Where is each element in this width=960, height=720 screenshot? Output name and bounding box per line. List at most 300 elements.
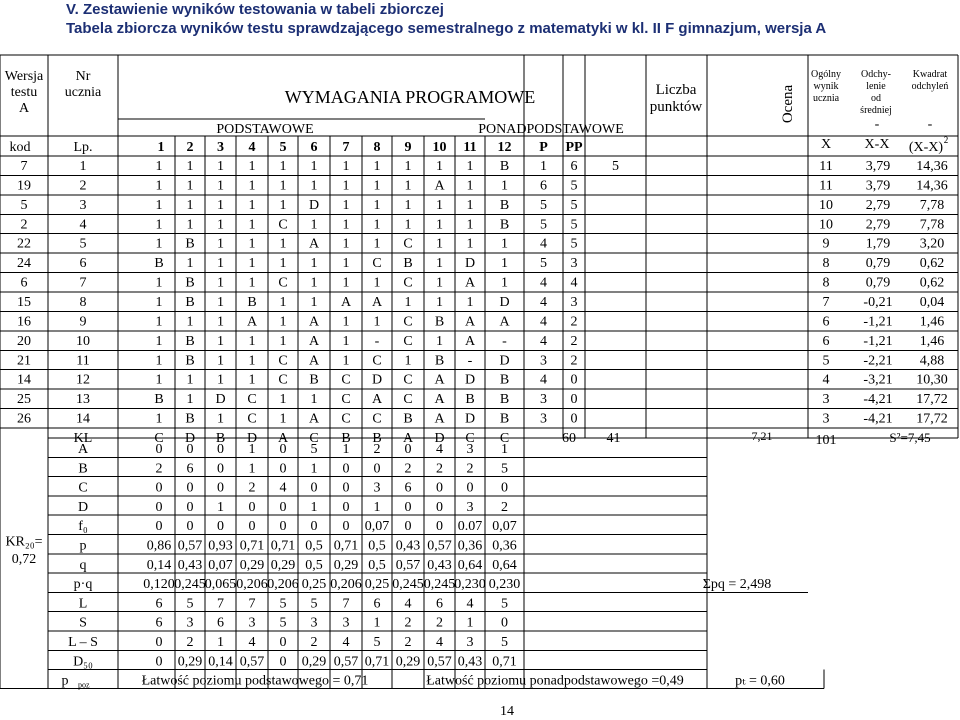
- stat-value: 5: [186, 596, 194, 612]
- task-answer: 1: [217, 159, 224, 174]
- stat-value: 0,93: [208, 538, 233, 554]
- stat-value: 0.07: [457, 519, 483, 535]
- total-score: 6: [822, 333, 830, 349]
- points-basic: 4: [540, 275, 547, 291]
- task-answer: 1: [248, 217, 256, 233]
- task-answer: 1: [501, 178, 508, 194]
- task-answer: B: [185, 295, 195, 311]
- task-answer: 1: [342, 236, 350, 252]
- stat-value: 0,07: [492, 519, 517, 535]
- stat-value: 0,206: [330, 577, 362, 593]
- stat-value: 6: [436, 596, 443, 612]
- points-basic: 3: [540, 411, 547, 427]
- answer-key: D: [246, 431, 258, 447]
- squared-deviation: 14,36: [916, 178, 948, 194]
- task-answer: 1: [310, 159, 318, 174]
- task-answer: B: [185, 353, 195, 369]
- answer-key: C: [465, 431, 475, 447]
- task-answer: C: [278, 217, 288, 233]
- points-advanced: 6: [570, 159, 578, 174]
- squared-deviation: 0,62: [919, 256, 945, 272]
- stat-value: 0,43: [395, 538, 421, 554]
- header-odchylenie: Odchy-: [861, 69, 891, 80]
- task-answer: C: [247, 411, 257, 427]
- stat-value: 0,5: [305, 557, 323, 573]
- task-answer: 1: [248, 197, 256, 213]
- task-answer: 1: [342, 275, 350, 291]
- answer-key: B: [372, 431, 382, 447]
- stat-value: 5: [501, 635, 508, 650]
- answer-key: C: [309, 431, 319, 447]
- task-answer: 1: [404, 197, 412, 213]
- stat-value: 0: [186, 499, 194, 515]
- total-score: 3: [822, 392, 830, 408]
- task-answer: C: [341, 392, 351, 408]
- stat-value: 0: [155, 480, 163, 496]
- task-answer: 1: [501, 236, 508, 252]
- stat-value: 1: [217, 499, 224, 515]
- stat-value: 2: [310, 635, 318, 650]
- deviation: 3,79: [865, 178, 891, 194]
- stat-value: 0: [186, 480, 194, 496]
- task-answer: B: [154, 256, 164, 272]
- header-nr-ucznia: ucznia: [64, 85, 102, 100]
- total-score: 11: [819, 159, 833, 174]
- task-answer: 1: [186, 256, 194, 272]
- task-answer: 1: [373, 178, 381, 194]
- task-answer: 1: [155, 236, 163, 252]
- task-answer: 1: [466, 159, 474, 174]
- stat-value: 4: [436, 442, 443, 457]
- student-number: 7: [79, 275, 87, 291]
- student-code: 22: [17, 236, 31, 252]
- answer-key: C: [499, 431, 510, 447]
- task-number-10: 10: [432, 140, 447, 155]
- stat-value: 6: [155, 615, 163, 631]
- header-x-minus-x: X-X: [864, 137, 890, 152]
- student-code: 19: [17, 178, 31, 194]
- advanced-level-ease: Łatwość poziomu ponadpodstawowego =0,49: [426, 673, 684, 689]
- student-code: 14: [17, 372, 31, 388]
- student-code: 24: [17, 256, 31, 272]
- stat-value: 7: [342, 596, 350, 612]
- stat-value: 0,57: [333, 654, 359, 670]
- stat-value: 7: [217, 596, 224, 612]
- task-answer: 1: [466, 295, 474, 311]
- task-number-12: 12: [497, 140, 512, 155]
- student-code: 15: [17, 295, 31, 311]
- task-answer: 1: [342, 333, 350, 349]
- answer-key: A: [402, 431, 414, 447]
- stat-value: 7: [248, 596, 256, 612]
- stat-value: 0: [404, 442, 412, 457]
- stat-value: 5: [373, 635, 381, 650]
- total-score: 5: [822, 353, 830, 369]
- stat-value: 0,07: [364, 519, 390, 535]
- stat-label: C: [78, 480, 88, 496]
- student-code: 25: [17, 392, 31, 408]
- task-answer: C: [403, 236, 413, 252]
- points-advanced: 2: [570, 333, 578, 349]
- task-number-6: 6: [310, 140, 318, 155]
- task-answer: C: [341, 372, 351, 388]
- stat-value: 0,36: [492, 538, 517, 554]
- deviation: -3,21: [863, 372, 893, 388]
- stat-value: 0: [436, 499, 443, 515]
- task-answer: 1: [436, 236, 443, 252]
- deviation: 0,79: [865, 275, 891, 291]
- task-answer: B: [499, 159, 510, 174]
- header-liczba-punktow: punktów: [649, 99, 703, 115]
- stat-value: 2: [436, 615, 443, 631]
- student-number: 5: [79, 236, 87, 252]
- student-code: 5: [20, 197, 28, 213]
- stat-label: p: [79, 538, 87, 554]
- task-answer: 1: [186, 217, 194, 233]
- task-answer: 1: [436, 275, 443, 291]
- task-answer: 1: [342, 159, 350, 174]
- stat-value: 0: [217, 519, 224, 535]
- points-basic: 4: [540, 372, 547, 388]
- stat-value: 6: [217, 615, 224, 631]
- task-answer: -: [374, 333, 380, 349]
- stat-label: D: [77, 499, 89, 515]
- student-number: 12: [76, 372, 90, 388]
- stat-value: 0,71: [492, 654, 517, 670]
- stat-value: 0,71: [239, 538, 265, 554]
- total-score: 8: [822, 275, 830, 291]
- task-answer: 1: [279, 256, 287, 272]
- stat-value: 3: [466, 635, 474, 650]
- task-answer: 1: [155, 372, 163, 388]
- task-answer: 1: [404, 295, 412, 311]
- stat-value: 0: [342, 461, 350, 477]
- header-odchylenie: średniej: [860, 105, 892, 116]
- stat-value: 0,64: [492, 557, 517, 573]
- student-number: 14: [76, 411, 90, 427]
- task-answer: 1: [373, 159, 381, 174]
- task-answer: 1: [186, 178, 194, 194]
- task-answer: 1: [436, 217, 443, 233]
- task-answer: C: [372, 411, 382, 427]
- stat-value: 0: [217, 442, 224, 457]
- task-answer: 1: [155, 178, 163, 194]
- header-ocena: Ocena: [780, 84, 796, 124]
- grade: 5: [612, 159, 619, 174]
- task-number-5: 5: [279, 140, 287, 155]
- stat-value: 2: [373, 442, 381, 457]
- task-answer: A: [499, 314, 510, 330]
- stat-value: 0,5: [368, 557, 386, 573]
- task-answer: D: [464, 411, 476, 427]
- task-answer: B: [309, 372, 319, 388]
- task-answer: 1: [217, 295, 224, 311]
- stat-value: 1: [501, 442, 508, 457]
- task-answer: 1: [248, 353, 256, 369]
- task-number-4: 4: [248, 140, 256, 155]
- stat-label: D₅₀: [73, 654, 93, 670]
- total-score: 11: [819, 178, 833, 194]
- student-code: 16: [17, 314, 31, 330]
- stat-value: 0: [501, 615, 508, 631]
- task-answer: 1: [217, 178, 224, 194]
- task-answer: D: [308, 197, 320, 213]
- task-answer: B: [403, 411, 413, 427]
- total-score: 8: [822, 256, 830, 272]
- task-number-11: 11: [463, 140, 477, 155]
- student-number: 11: [76, 353, 90, 369]
- task-answer: 1: [279, 295, 287, 311]
- deviation: 3,79: [865, 159, 891, 174]
- stat-value: 0,57: [177, 538, 203, 554]
- header-ogolny-wynik: ucznia: [812, 93, 840, 104]
- deviation: 0,79: [865, 256, 891, 272]
- task-answer: 1: [155, 197, 163, 213]
- task-answer: 1: [310, 256, 318, 272]
- task-answer: 1: [279, 236, 287, 252]
- key-label: KL: [73, 431, 93, 447]
- stat-value: 4: [466, 596, 474, 612]
- task-answer: C: [278, 275, 288, 291]
- squared-deviation: 7,78: [919, 197, 945, 213]
- stat-value: 1: [373, 615, 381, 631]
- stat-value: 0: [155, 442, 163, 457]
- points-advanced: 2: [570, 314, 578, 330]
- stat-value: 0,245: [392, 577, 424, 593]
- stat-value: 0: [279, 635, 287, 650]
- points-basic: 3: [540, 353, 547, 369]
- stat-value: 0: [279, 499, 287, 515]
- task-answer: A: [371, 392, 383, 408]
- stat-value: 0: [342, 519, 350, 535]
- task-answer: 1: [466, 197, 474, 213]
- stat-value: 0,25: [364, 577, 390, 593]
- stat-value: 0: [279, 519, 287, 535]
- key-mean: 7,21: [751, 429, 773, 444]
- header-x: X: [820, 137, 832, 152]
- stat-value: 0,14: [208, 654, 233, 670]
- stat-value: 4: [404, 596, 412, 612]
- header-dash: -: [927, 117, 933, 132]
- points-basic: 6: [540, 178, 547, 194]
- task-answer: A: [434, 372, 445, 388]
- stat-value: 0: [436, 519, 443, 535]
- student-number: 1: [79, 159, 87, 174]
- points-basic: 1: [540, 159, 547, 174]
- answer-key: D: [184, 431, 196, 447]
- stat-value: 0,29: [301, 654, 327, 670]
- stat-value: 0: [279, 442, 287, 457]
- task-answer: C: [278, 353, 288, 369]
- task-answer: 1: [155, 295, 163, 311]
- header-ogolny-wynik: wynik: [813, 81, 839, 92]
- task-answer: 1: [248, 372, 256, 388]
- stat-value: 0,5: [305, 538, 323, 554]
- stat-value: 0,43: [457, 654, 483, 670]
- key-total: 101: [815, 433, 837, 449]
- stat-value: 0,245: [423, 577, 456, 593]
- stat-value: 0,36: [457, 538, 483, 554]
- p-poz-label: p: [61, 673, 69, 689]
- task-answer: 1: [279, 178, 287, 194]
- header-odchylenie: od: [871, 93, 881, 104]
- squared-deviation: 3,20: [919, 236, 945, 252]
- header-squared-exponent: 2: [943, 135, 949, 145]
- stat-label: B: [78, 461, 88, 477]
- task-answer: 1: [342, 256, 350, 272]
- points-advanced: 5: [570, 197, 578, 213]
- task-answer: 1: [248, 159, 256, 174]
- task-number-1: 1: [157, 140, 165, 155]
- deviation: 1,79: [865, 236, 891, 252]
- stat-value: 0,29: [395, 654, 421, 670]
- stat-value: 5: [279, 596, 287, 612]
- task-answer: B: [499, 217, 510, 233]
- task-answer: 1: [436, 197, 443, 213]
- squared-deviation: 0,62: [919, 275, 945, 291]
- task-answer: 1: [466, 178, 474, 194]
- task-answer: 1: [436, 333, 443, 349]
- task-answer: B: [185, 333, 195, 349]
- basic-level-ease: Łatwość poziomu podstawowego = 0,71: [141, 673, 369, 689]
- stat-value: 1: [466, 615, 474, 631]
- task-answer: 1: [436, 159, 443, 174]
- page-subtitle: Tabela zbiorcza wyników testu sprawdzającego semestralnego z matematyki w kl. II F gimnazjum, wersja A: [66, 20, 827, 37]
- stat-value: 4: [248, 635, 256, 650]
- stat-value: 0: [310, 480, 318, 496]
- stat-value: 0: [404, 519, 412, 535]
- stat-value: 4: [279, 480, 287, 496]
- stat-value: 2: [466, 461, 474, 477]
- task-answer: -: [502, 333, 507, 349]
- points-basic: 4: [540, 314, 547, 330]
- deviation: -4,21: [863, 392, 893, 408]
- task-answer: A: [434, 178, 445, 194]
- key-total-advanced: 41: [606, 431, 621, 447]
- task-answer: A: [371, 295, 383, 311]
- stat-value: 2: [436, 461, 443, 477]
- task-answer: 1: [342, 217, 350, 233]
- stat-value: 2: [404, 615, 412, 631]
- student-number: 3: [79, 197, 87, 213]
- task-answer: 1: [373, 275, 381, 291]
- task-answer: 1: [279, 392, 287, 408]
- header-dash: -: [874, 117, 880, 132]
- task-answer: D: [464, 256, 476, 272]
- task-answer: 1: [310, 392, 318, 408]
- deviation: 2,79: [865, 197, 891, 213]
- task-answer: B: [185, 275, 195, 291]
- stat-value: 0,57: [395, 557, 421, 573]
- stat-value: 0: [466, 480, 474, 496]
- task-number-7: 7: [342, 140, 350, 155]
- deviation: -2,21: [863, 353, 893, 369]
- key-total-basic: 60: [562, 431, 576, 447]
- squared-deviation: 0,04: [919, 295, 945, 311]
- stat-value: 6: [404, 480, 412, 496]
- squared-deviation: 1,46: [919, 314, 945, 330]
- task-answer: C: [372, 353, 382, 369]
- stat-value: 2: [155, 461, 163, 477]
- stat-value: 1: [373, 499, 381, 515]
- stat-value: 0,206: [236, 577, 268, 593]
- deviation: 2,79: [865, 217, 891, 233]
- task-answer: 1: [217, 256, 224, 272]
- stat-value: 3: [310, 615, 318, 631]
- task-answer: A: [308, 411, 320, 427]
- task-answer: 1: [279, 333, 287, 349]
- student-number: 9: [79, 314, 87, 330]
- task-answer: 1: [436, 256, 443, 272]
- stat-label: S: [79, 615, 87, 631]
- task-answer: 1: [310, 295, 318, 311]
- header-wersja: A: [18, 101, 30, 116]
- task-answer: A: [464, 275, 476, 291]
- task-answer: 1: [186, 159, 194, 174]
- stat-value: 0: [217, 480, 224, 496]
- task-answer: 1: [342, 314, 350, 330]
- stat-value: 0: [501, 480, 508, 496]
- task-answer: 1: [310, 275, 318, 291]
- task-number-2: 2: [186, 140, 194, 155]
- stat-label: p·q: [73, 577, 93, 593]
- task-answer: 1: [155, 159, 163, 174]
- task-answer: 1: [217, 236, 224, 252]
- task-answer: 1: [436, 295, 443, 311]
- total-score: 6: [822, 314, 830, 330]
- stat-value: 0: [186, 519, 194, 535]
- task-answer: 1: [466, 236, 474, 252]
- key-variance: S²=7,45: [889, 430, 931, 446]
- stat-value: 3: [466, 499, 474, 515]
- stat-value: 0: [155, 654, 163, 670]
- task-answer: 1: [248, 333, 256, 349]
- task-answer: 1: [466, 217, 474, 233]
- deviation: -0,21: [863, 295, 893, 311]
- task-number-8: 8: [373, 140, 381, 155]
- task-answer: D: [215, 392, 226, 408]
- stat-value: 0: [248, 519, 256, 535]
- stat-label: A: [77, 442, 89, 457]
- task-answer: 1: [501, 256, 508, 272]
- task-answer: 1: [186, 314, 194, 330]
- task-answer: 1: [279, 411, 287, 427]
- task-answer: 1: [217, 275, 224, 291]
- task-answer: 1: [342, 353, 350, 369]
- points-advanced: 0: [570, 372, 578, 388]
- task-answer: 1: [404, 178, 412, 194]
- answer-key: B: [341, 431, 351, 447]
- task-answer: 1: [501, 275, 508, 291]
- task-answer: 1: [217, 353, 224, 369]
- stat-value: 3: [342, 615, 350, 631]
- stat-value: 0,29: [333, 557, 359, 573]
- header-wersja: testu: [10, 85, 38, 100]
- points-basic: 3: [540, 392, 547, 408]
- stat-value: 0,14: [146, 557, 172, 573]
- task-answer: 1: [279, 197, 287, 213]
- header-odchylenie: lenie: [866, 81, 886, 92]
- points-advanced: 4: [570, 275, 578, 291]
- stat-value: 1: [248, 442, 256, 457]
- squared-deviation: 14,36: [916, 159, 948, 174]
- header-wersja: Wersja: [4, 69, 44, 84]
- header-kod: kod: [9, 140, 31, 155]
- stat-value: 5: [279, 615, 287, 631]
- stat-value: 0: [342, 480, 350, 496]
- task-answer: 1: [310, 178, 318, 194]
- p-poz-subscript: poz: [78, 680, 90, 690]
